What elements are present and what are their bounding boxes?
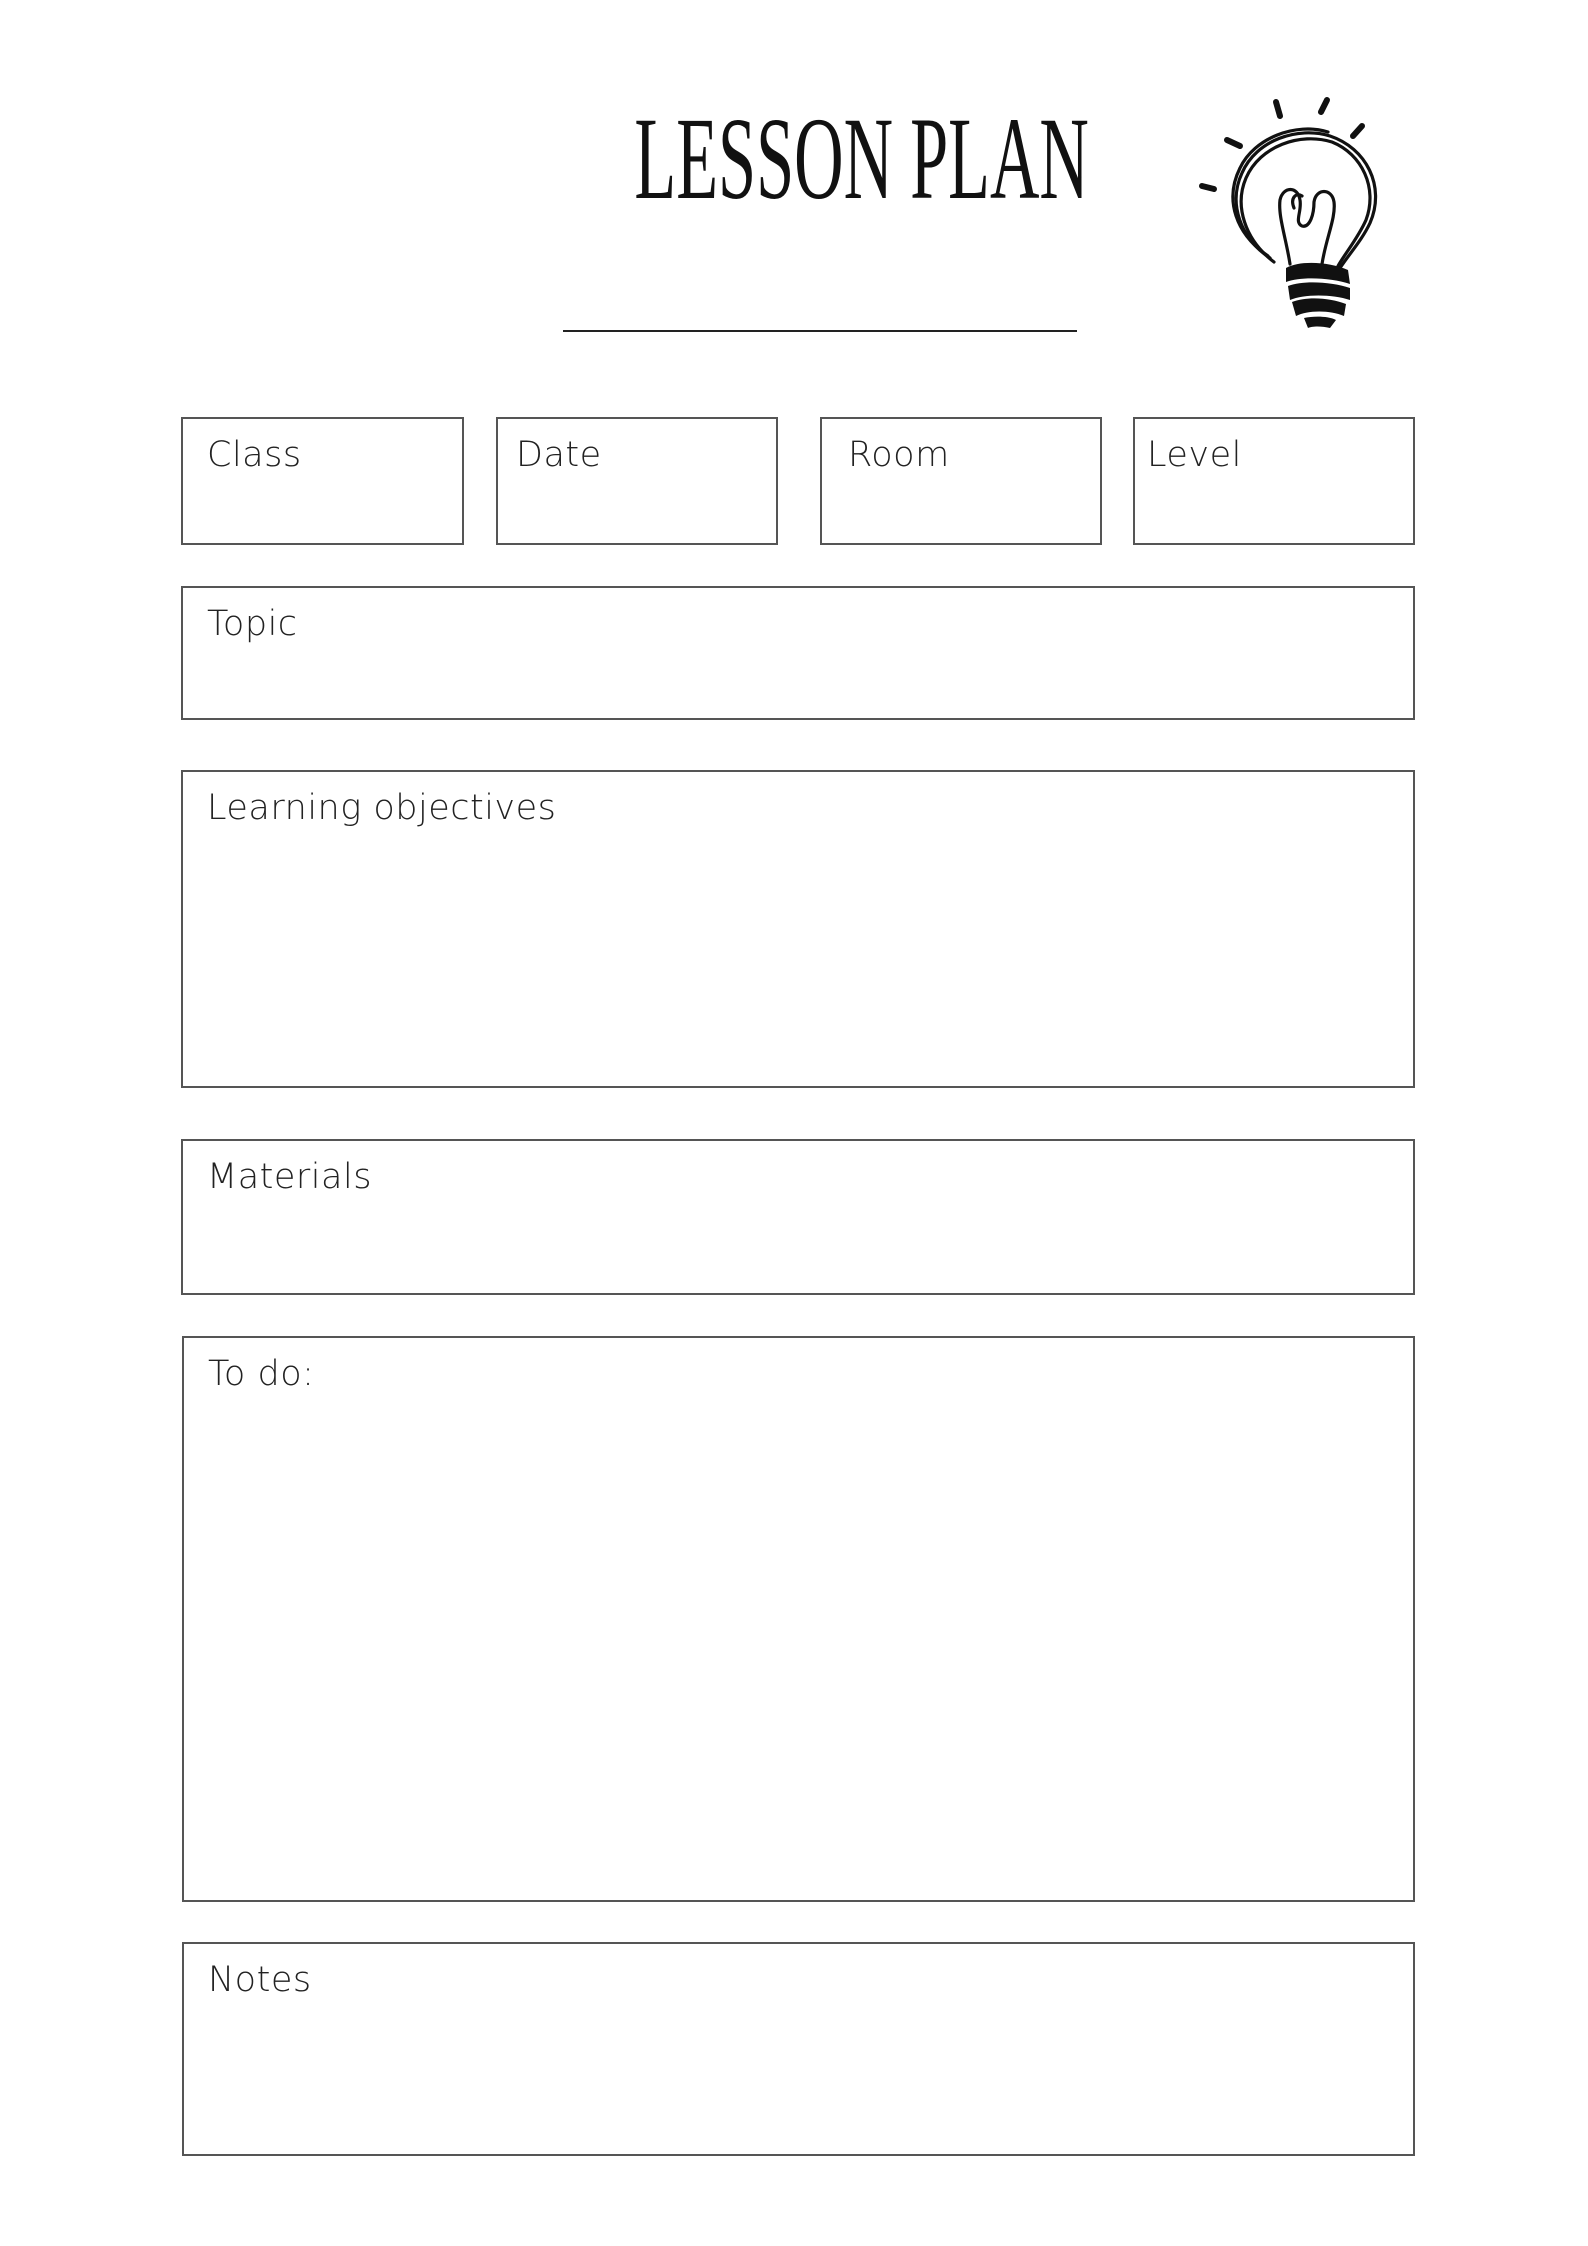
level-field[interactable] [1133, 417, 1415, 545]
lightbulb-icon [1190, 88, 1420, 333]
materials-label: Materials [207, 1157, 372, 1197]
level-label: Level [1147, 435, 1242, 475]
room-field[interactable] [820, 417, 1102, 545]
topic-label: Topic [207, 604, 298, 644]
todo-field[interactable] [182, 1336, 1415, 1902]
learning-objectives-label: Learning objectives [207, 788, 557, 828]
page-title: LESSON PLAN [634, 93, 1089, 224]
class-label: Class [207, 435, 302, 475]
topic-field[interactable] [181, 586, 1415, 720]
todo-label: To do: [208, 1354, 315, 1394]
date-field[interactable] [496, 417, 778, 545]
notes-field[interactable] [182, 1942, 1415, 2156]
class-field[interactable] [181, 417, 464, 545]
room-label: Room [848, 435, 950, 475]
title-underline [563, 330, 1077, 332]
notes-label: Notes [208, 1960, 312, 2000]
materials-field[interactable] [181, 1139, 1415, 1295]
date-label: Date [516, 435, 602, 475]
learning-objectives-field[interactable] [181, 770, 1415, 1088]
